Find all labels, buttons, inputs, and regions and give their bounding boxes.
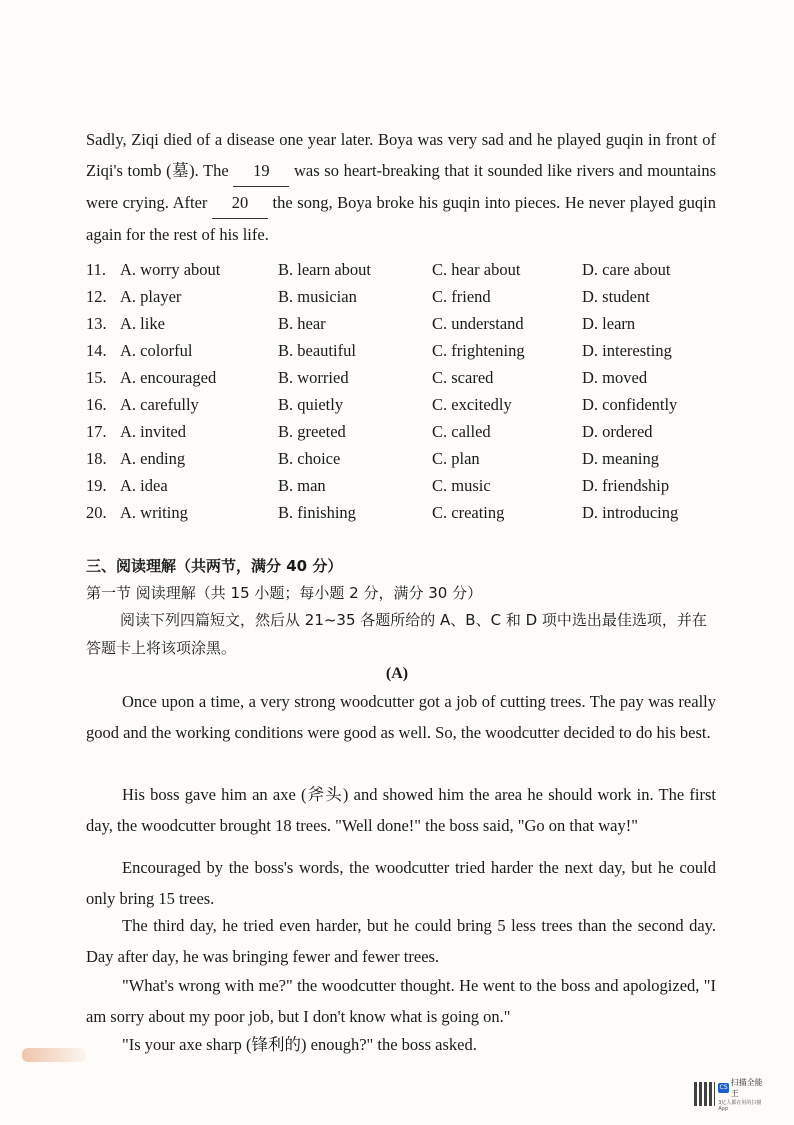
option-d: D. ordered [582,422,653,441]
brand-subtitle: 3亿人都在用的扫描App [718,1099,762,1112]
part-heading: 第一节 阅读理解（共 15 小题；每小题 2 分，满分 30 分） [86,584,483,602]
question-row [86,418,726,445]
paragraph-3: Encouraged by the boss's words, the woodcutter tried harder the next day, but he could only bring 15 trees. [86,858,716,908]
option-a: A. idea [120,476,168,495]
question-number: 20. [86,503,107,522]
option-c: C. frightening [432,341,525,360]
option-c: C. understand [432,314,524,333]
option-a: A. player [120,287,182,306]
passage-end [86,124,716,250]
option-d: D. student [582,287,650,306]
options-list [86,256,726,526]
option-d: D. friendship [582,476,670,495]
option-d: D. moved [582,368,648,387]
passage-line-3: the song, Boya broke his guqin into pieces. He never played guqin again for the rest of his life. [86,193,717,244]
option-a: A. colorful [120,341,193,360]
question-number: 13. [86,314,107,333]
option-b: B. finishing [278,503,356,522]
question-row [86,364,726,391]
blank-19: 19 [233,155,289,187]
passage-title: (A) [385,665,409,682]
option-a: A. worry about [120,260,221,279]
option-a: A. writing [120,503,188,522]
option-c: C. friend [432,287,491,306]
option-c: C. music [432,476,491,495]
camscanner-logo-icon: CS [719,1083,728,1091]
scanner-badge [694,1077,766,1112]
question-row [86,256,726,283]
option-d: D. confidently [582,395,678,414]
question-number: 15. [86,368,107,387]
paragraph-4: The third day, he tried even harder, but he could bring 5 less trees than the second day. Day after day, he was bringing fewer and fewer trees. [86,916,716,966]
option-c: C. called [432,422,491,441]
question-row [86,310,726,337]
option-b: B. man [278,476,326,495]
instructions: 阅读下列四篇短文，然后从 21~35 各题所给的 A、B、C 和 D 项中选出最佳选项，并在答题卡上将该项涂黑。 [86,611,707,657]
option-c: C. plan [432,449,480,468]
option-b: B. beautiful [278,341,356,360]
option-d: D. interesting [582,341,672,360]
option-c: C. hear about [432,260,521,279]
question-row [86,391,726,418]
passage-line-2: was so heart-breaking that it sounded like rivers and mountains were crying. After [86,161,717,212]
option-a: A. ending [120,449,186,468]
passage-line-1: Sadly, Ziqi died of a disease one year later. Boya was very sad and he played guqin in front of Ziqi's tomb (墓). The [86,130,716,180]
question-number: 12. [86,287,107,306]
option-a: A. like [120,314,165,333]
option-d: D. introducing [582,503,679,522]
option-c: C. creating [432,503,505,522]
question-number: 11. [86,260,107,279]
option-d: D. learn [582,314,636,333]
option-b: B. learn about [278,260,372,279]
option-d: D. meaning [582,449,659,468]
question-row [86,445,726,472]
option-c: C. excitedly [432,395,512,414]
paragraph-5: "What's wrong with me?" the woodcutter thought. He went to the boss and apologized, "I am sorry about my poor job, but I don't know what is going on." [86,976,716,1026]
question-number: 19. [86,476,107,495]
option-b: B. musician [278,287,357,306]
question-number: 16. [86,395,107,414]
paragraph-6: "Is your axe sharp (锋利的) enough?" the boss asked. [122,1035,477,1054]
option-b: B. hear [278,314,326,333]
option-b: B. worried [278,368,349,387]
question-row [86,472,726,499]
brand-name: 扫描全能王 [730,1077,763,1098]
question-number: 14. [86,341,107,360]
blank-20: 20 [212,187,268,219]
paragraph-2: His boss gave him an axe (斧头) and showed him the area he should work in. The first day, the woodcutter brought 18 trees. "Well done!" the boss said, "Go on that way!" [86,785,716,835]
option-a: A. encouraged [120,368,217,387]
section-heading: 三、阅读理解（共两节，满分 40 分） [86,557,343,575]
question-number: 17. [86,422,107,441]
option-b: B. greeted [278,422,346,441]
question-row [86,283,726,310]
option-c: C. scared [432,368,494,387]
option-a: A. invited [120,422,186,441]
option-b: B. quietly [278,395,344,414]
option-d: D. care about [582,260,671,279]
question-number: 18. [86,449,107,468]
question-row [86,499,726,526]
scan-smudge [22,1048,86,1062]
option-a: A. carefully [120,395,199,414]
option-b: B. choice [278,449,341,468]
question-row [86,337,726,364]
qr-code-icon [694,1082,715,1106]
paragraph-1: Once upon a time, a very strong woodcutter got a job of cutting trees. The pay was really good and the working conditions were good as well. So, the woodcutter decided to do his best. [86,692,716,742]
